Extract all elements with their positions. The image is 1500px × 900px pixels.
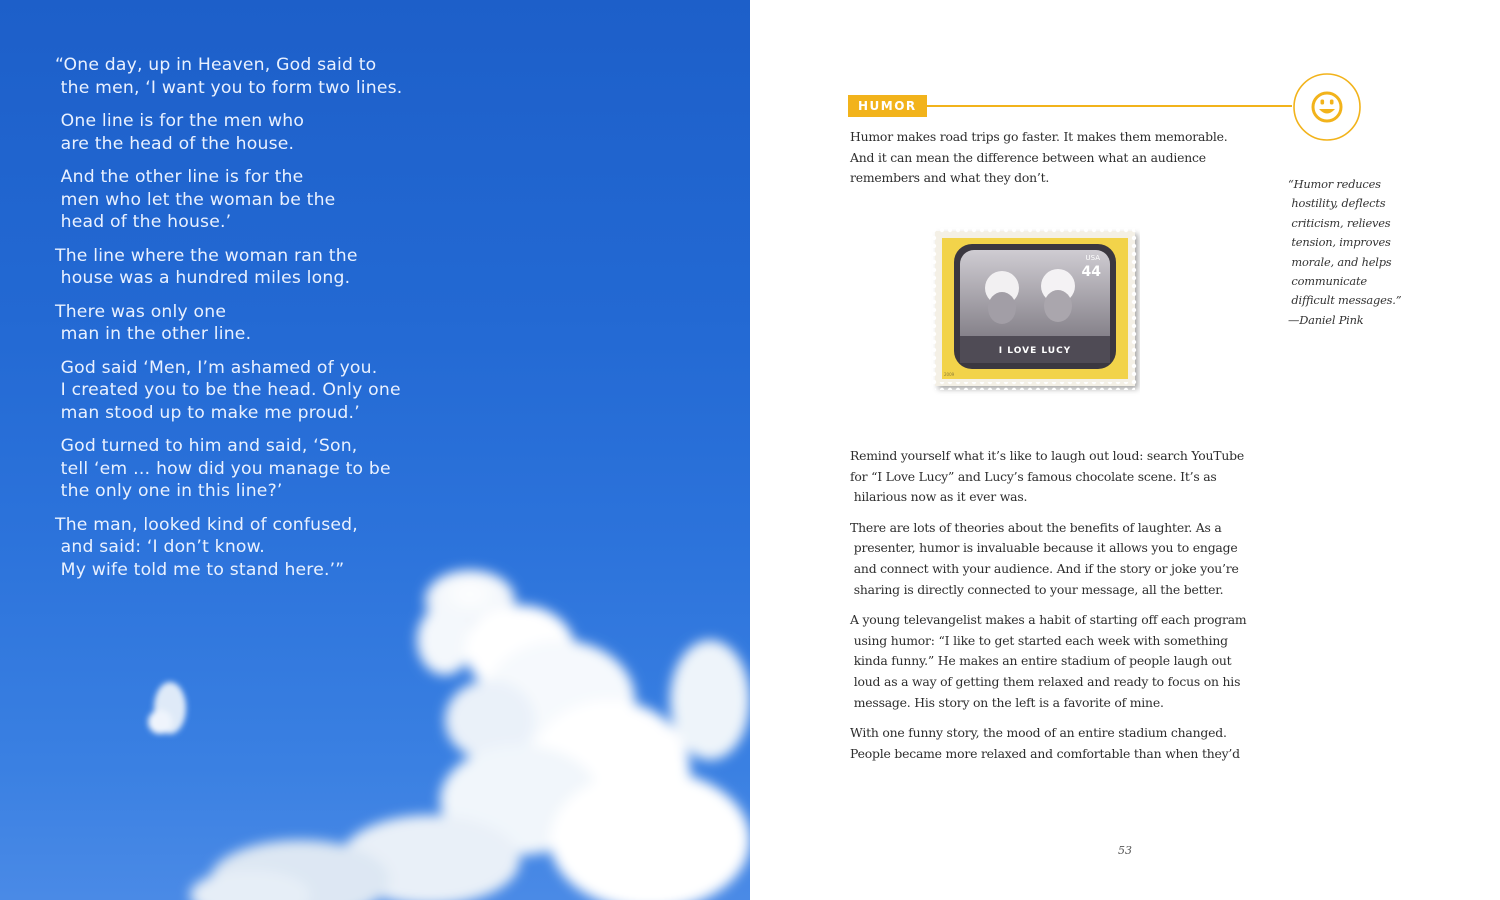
body-text <box>850 446 1250 774</box>
quote-block <box>55 54 455 592</box>
quote-paragraph: God turned to him and said, ‘Son, tell ‘em … how did you manage to be the only one in this line?’ <box>60 436 391 501</box>
body-paragraph: With one funny story, the mood of an entire stadium changed. People became more relaxed and comfortable than when they’d <box>850 725 1240 761</box>
i-love-lucy-stamp <box>930 226 1140 396</box>
quote-paragraph: There was only one man in the other line. <box>55 301 252 344</box>
page-number: 53 <box>1118 844 1132 857</box>
quote-paragraph: The line where the woman ran the house was a hundred miles long. <box>55 245 358 288</box>
quote-paragraph: And the other line is for the men who let the woman be the head of the house.’ <box>60 167 336 232</box>
stamp-country: USA <box>1085 254 1100 262</box>
body-paragraph: There are lots of theories about the benefits of laughter. As a presenter, humor is invaluable because it allows you to engage and connect with your audience. And if the story or joke you’re sharing is directly connected to your message, all the better. <box>850 519 1239 597</box>
quote-paragraph: The man, looked kind of confused, and said: ‘I don’t know. My wife told me to stand here.’” <box>55 514 358 580</box>
quote-paragraph: “One day, up in Heaven, God said to the men, ‘I want you to form two lines. <box>55 55 403 98</box>
body-paragraph: Remind yourself what it’s like to laugh out loud: search YouTube for “I Love Lucy” and Lucy’s famous chocolate scene. It’s as hilarious now as it ever was. <box>850 448 1245 505</box>
section-tag: HUMOR <box>848 95 927 117</box>
body-paragraph: A young televangelist makes a habit of starting off each program using humor: “I like to get started each week with something kinda funny.” He makes an entire stadium of people laugh out loud as a way of getting them relaxed and ready to focus on his message. His story on the left is a favorite of mine. <box>850 612 1247 710</box>
intro-text <box>850 127 1250 199</box>
header-rule <box>924 105 1292 107</box>
pull-quote: “Humor reduces hostility, deflects criticism, relieves tension, improves morale, and helps communicate difficult messages.” —Daniel Pink <box>1288 177 1402 327</box>
intro-paragraph: Humor makes road trips go faster. It makes them memorable. And it can mean the difference between what an audience remembers and what they don’t. <box>850 129 1228 186</box>
stamp-value: 44 <box>1081 264 1101 280</box>
quote-paragraph: God said ‘Men, I’m ashamed of you. I created you to be the head. Only one man stood up to make me proud.’ <box>60 357 401 423</box>
quote-paragraph: One line is for the men who are the head of the house. <box>60 111 305 154</box>
stamp-year: 2009 <box>944 372 955 377</box>
right-page <box>750 0 1500 900</box>
smiley-face-icon <box>1292 72 1362 142</box>
stamp-caption: I LOVE LUCY <box>998 346 1072 356</box>
